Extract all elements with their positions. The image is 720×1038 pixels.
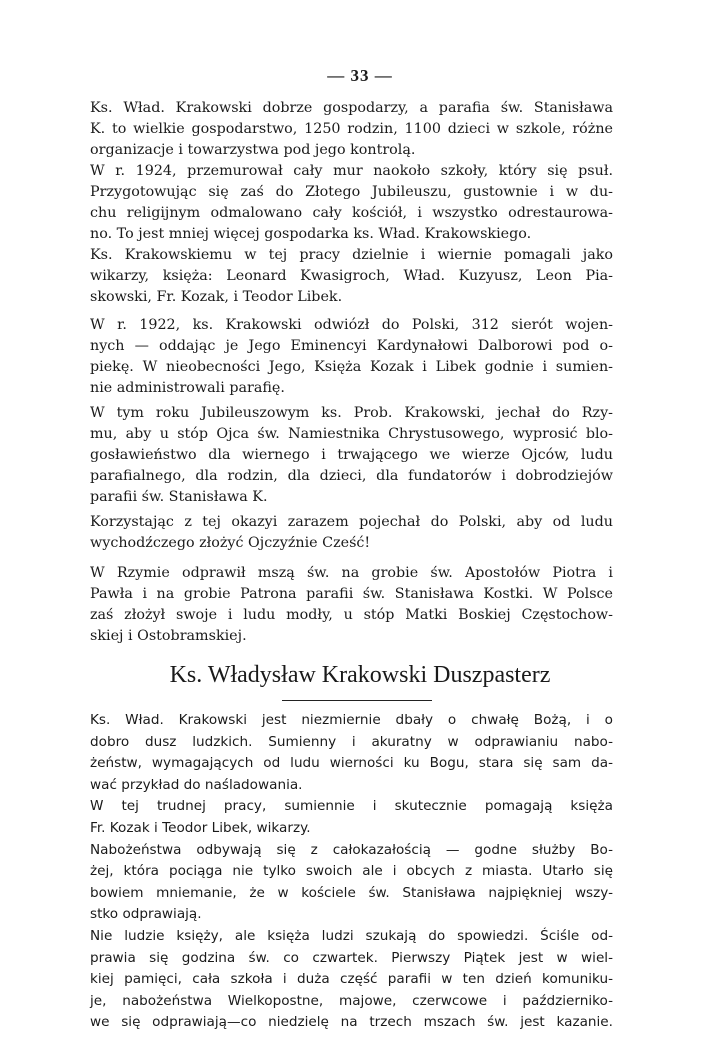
text-line: skowski, Fr. Kozak, i Teodor Libek. <box>90 289 343 305</box>
text-line: zaś złożył swoje i ludu modły, u stóp Matki Boskiej Częstochow- <box>90 607 613 623</box>
text-line: je, nabożeństwa Wielkopostne, majowe, czerwcowe i październiko- <box>90 992 613 1009</box>
section-history <box>90 98 613 308</box>
text-line: wychodźczego złożyć Ojczyźnie Cześć! <box>90 535 371 551</box>
paragraph-2 <box>90 161 613 245</box>
text-line: organizacje i towarzystwa pod jego kontrolą. <box>90 142 416 158</box>
text-line: Pawła i na grobie Patrona parafii św. Stanisława Kostki. W Polsce <box>90 586 613 602</box>
text-line: K. to wielkie gospodarstwo, 1250 rodzin, 1100 dzieci w szkole, różne <box>90 121 613 137</box>
section-history-cont <box>90 315 613 399</box>
text-line: żeństw, wymagających od ludu wierności ku Bogu, stara się sam da- <box>90 755 613 772</box>
text-line: gosławieństwo dla wiernego i trwającego we wierze Ojców, ludu <box>90 447 613 463</box>
paragraph-5 <box>90 403 613 508</box>
text-line: no. To jest mniej więcej gospodarka ks. Wład. Krakowskiego. <box>90 226 532 242</box>
text-line: we się odprawiają—co niedzielę na trzech mszach św. jest kazanie. <box>90 1014 613 1031</box>
paragraph-3 <box>90 245 613 308</box>
text-line: Fr. Kozak i Teodor Libek, wikarzy. <box>90 819 311 836</box>
text-line: piekę. W nieobecności Jego, Księża Kozak i Libek godnie i sumien- <box>90 359 613 375</box>
text-line: Ks. Wład. Krakowski jest niezmiernie dbały o chwałę Bożą, i o <box>90 712 613 728</box>
section-title: Ks. Władysław Krakowski Duszpasterz <box>169 662 551 688</box>
text-line: mu, aby u stóp Ojca św. Namiestnika Chrystusowego, wyprosić blo- <box>90 426 613 442</box>
text-line: parafii św. Stanisława K. <box>90 489 268 505</box>
text-line: W r. 1924, przemurował cały mur naokoło szkoły, który się psuł. <box>90 163 613 179</box>
text-line: Ks. Krakowskiemu w tej pracy dzielnie i wiernie pomagali jako <box>90 247 613 263</box>
paragraph-6 <box>90 512 613 554</box>
text-line: Nabożeństwa odbywają się z całokazałością — godne służby Bo- <box>90 841 613 858</box>
text-line: stko odprawiają. <box>90 906 202 923</box>
text-line: skiej i Ostobramskiej. <box>90 628 247 644</box>
text-line: nych — oddając je Jego Eminencyi Kardynałowi Dalborowi pod o- <box>90 338 613 354</box>
paragraph-7 <box>90 563 613 647</box>
text-line: Ks. Wład. Krakowski dobrze gospodarzy, a parafia św. Stanisława <box>90 100 613 116</box>
text-line: prawia się godzina św. co czwartek. Pierwszy Piątek jest w wiel- <box>90 949 613 966</box>
text-line: wać przykład do naśladowania. <box>90 776 303 793</box>
paragraph-1 <box>90 98 613 161</box>
text-line: parafialnego, dla rodzin, dla dzieci, dla fundatorów i dobrodziejów <box>90 468 613 484</box>
text-line: W tej trudnej pracy, sumiennie i skutecznie pomagają księża <box>90 798 613 815</box>
page-number: — 33 — <box>327 66 393 85</box>
text-line: chu religijnym odmalowano cały kościół, i wszystko odrestaurowa- <box>90 205 613 221</box>
text-line: W Rzymie odprawił mszą św. na grobie św. Apostołów Piotra i <box>90 565 613 581</box>
title-underline <box>282 700 432 701</box>
text-line: W tym roku Jubileuszowym ks. Prob. Krakowski, jechał do Rzy- <box>90 405 613 421</box>
section-rome <box>90 563 613 647</box>
paragraph-9 <box>90 796 613 839</box>
text-line: kiej pamięci, cała szkoła i duża część parafii w ten dzień komuniku- <box>90 971 613 988</box>
text-line: nie administrowali parafię. <box>90 380 285 396</box>
text-line: dobro dusz ludzkich. Sumienny i akuratny w odprawianiu nabo- <box>90 733 613 750</box>
text-line: Przygotowując się zaś do Złotego Jubileuszu, gustownie i w du- <box>90 184 613 200</box>
section-jubilee <box>90 403 613 508</box>
section-poland-trip <box>90 512 613 554</box>
text-line: wikarzy, księża: Leonard Kwasigroch, Wład. Kuzyusz, Leon Pia- <box>90 268 613 284</box>
section-pastor <box>90 710 613 1034</box>
text-line: bowiem mniemanie, że w kościele św. Stanisława najpiękniej wszy- <box>90 884 613 901</box>
text-line: żej, która pociąga nie tylko swoich ale i obcych z miasta. Utarło się <box>90 863 613 880</box>
paragraph-10 <box>90 840 613 926</box>
text-line: W r. 1922, ks. Krakowski odwiózł do Polski, 312 sierót wojen- <box>90 317 613 333</box>
paragraph-4 <box>90 315 613 399</box>
text-line: Nie ludzie księży, ale księża ludzi szukają do spowiedzi. Ściśle od- <box>90 927 613 944</box>
text-line: Korzystając z tej okazyi zarazem pojechał do Polski, aby od ludu <box>90 514 613 530</box>
paragraph-8 <box>90 710 613 796</box>
paragraph-11 <box>90 926 613 1034</box>
